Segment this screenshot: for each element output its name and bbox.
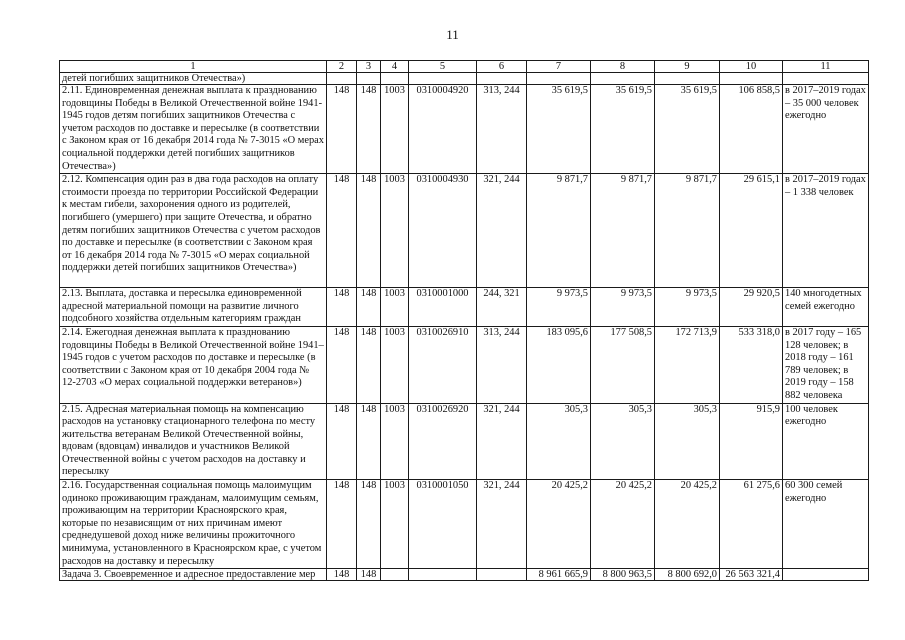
cell-col10: 106 858,5	[720, 85, 783, 174]
cell-col5: 0310026910	[409, 326, 477, 403]
description-cell: Задача 3. Своевременное и адресное предоставление мер	[60, 569, 327, 581]
description-cell: 2.15. Адресная материальная помощь на компенсацию расходов на установку стационарного телефона по месту жительства ветеранам Великой Отечественной войны, вдовам (вдовцам) инвалидов и участников Великой Отечественной войны с учетом расходов на доставку и пересылку	[60, 403, 327, 480]
cell-col7: 305,3	[527, 403, 591, 480]
cell-col10: 915,9	[720, 403, 783, 480]
cell-col3: 148	[357, 403, 381, 480]
cell-col9: 8 800 692,0	[655, 569, 720, 581]
cell-col4: 1003	[381, 480, 409, 569]
cell-col4: 1003	[381, 288, 409, 327]
header-cell: 9	[655, 61, 720, 73]
table-row	[60, 174, 869, 288]
table-row	[60, 73, 869, 85]
table-row	[60, 85, 869, 174]
header-cell: 7	[527, 61, 591, 73]
cell-col6: 313, 244	[477, 326, 527, 403]
cell-col6	[477, 569, 527, 581]
cell-col5: 0310001000	[409, 288, 477, 327]
cell-col4	[381, 73, 409, 85]
description-cell: детей погибших защитников Отечества»)	[60, 73, 327, 85]
cell-col7: 9 871,7	[527, 174, 591, 288]
cell-col5: 0310004920	[409, 85, 477, 174]
cell-col2: 148	[327, 326, 357, 403]
description-cell: 2.13. Выплата, доставка и пересылка единовременной адресной материальной помощи на развитие личного подсобного хозяйства отдельным категориям граждан	[60, 288, 327, 327]
description-cell: 2.11. Единовременная денежная выплата к празднованию годовщины Победы в Великой Отечественной войне 1941-1945 годов детям погибших защитников Отечества с учетом расходов по доставке и пересылке (в соответствии с Законом края от 16 декабря 2014 года № 7-3015 «О мерах социальной поддержки детей погибших защитников Отечества»)	[60, 85, 327, 174]
cell-col2: 148	[327, 85, 357, 174]
cell-col6: 321, 244	[477, 480, 527, 569]
cell-col6: 244, 321	[477, 288, 527, 327]
cell-col7: 9 973,5	[527, 288, 591, 327]
header-cell: 5	[409, 61, 477, 73]
header-row	[60, 61, 869, 73]
cell-col10: 29 920,5	[720, 288, 783, 327]
cell-col9: 20 425,2	[655, 480, 720, 569]
header-cell: 11	[783, 61, 869, 73]
cell-col8: 305,3	[591, 403, 655, 480]
cell-col10: 29 615,1	[720, 174, 783, 288]
cell-col2	[327, 73, 357, 85]
cell-col3: 148	[357, 569, 381, 581]
table-row	[60, 326, 869, 403]
cell-col7: 8 961 665,9	[527, 569, 591, 581]
cell-col10: 61 275,6	[720, 480, 783, 569]
cell-col3: 148	[357, 480, 381, 569]
cell-col11: в 2017 году – 165 128 человек; в 2018 году – 161 789 человек; в 2019 году – 158 882 человека	[783, 326, 869, 403]
cell-col8: 9 871,7	[591, 174, 655, 288]
table-row	[60, 569, 869, 581]
cell-col4: 1003	[381, 403, 409, 480]
cell-col2: 148	[327, 288, 357, 327]
header-cell: 3	[357, 61, 381, 73]
cell-col11	[783, 569, 869, 581]
page-number: 11	[446, 27, 459, 42]
table-row	[60, 403, 869, 480]
description-cell: 2.14. Ежегодная денежная выплата к празднованию годовщины Победы в Великой Отечественной войне 1941–1945 годов с учетом расходов по доставке и пересылке (в соответствии с Законом края от 10 декабря 2004 года № 12-2703 «О мерах социальной поддержки ветеранов»)	[60, 326, 327, 403]
table-row	[60, 480, 869, 569]
cell-col10: 26 563 321,4	[720, 569, 783, 581]
budget-table	[59, 60, 869, 581]
cell-col9: 305,3	[655, 403, 720, 480]
cell-col7: 20 425,2	[527, 480, 591, 569]
cell-col2: 148	[327, 403, 357, 480]
cell-col11: в 2017–2019 годах – 1 338 человек	[783, 174, 869, 288]
cell-col4: 1003	[381, 326, 409, 403]
cell-col11: в 2017–2019 годах – 35 000 человек ежегодно	[783, 85, 869, 174]
cell-col6: 321, 244	[477, 403, 527, 480]
cell-col6: 313, 244	[477, 85, 527, 174]
cell-col10	[720, 73, 783, 85]
cell-col6: 321, 244	[477, 174, 527, 288]
cell-col5: 0310001050	[409, 480, 477, 569]
cell-col11	[783, 73, 869, 85]
cell-col3	[357, 73, 381, 85]
cell-col11: 60 300 семей ежегодно	[783, 480, 869, 569]
table-row	[60, 288, 869, 327]
cell-col4	[381, 569, 409, 581]
cell-col4: 1003	[381, 174, 409, 288]
cell-col8: 8 800 963,5	[591, 569, 655, 581]
cell-col9: 172 713,9	[655, 326, 720, 403]
cell-col2: 148	[327, 174, 357, 288]
cell-col9: 35 619,5	[655, 85, 720, 174]
cell-col8	[591, 73, 655, 85]
cell-col3: 148	[357, 85, 381, 174]
cell-col2: 148	[327, 569, 357, 581]
cell-col3: 148	[357, 288, 381, 327]
cell-col8: 9 973,5	[591, 288, 655, 327]
cell-col6	[477, 73, 527, 85]
cell-col3: 148	[357, 326, 381, 403]
cell-col11: 100 человек ежегодно	[783, 403, 869, 480]
header-cell: 8	[591, 61, 655, 73]
header-cell: 4	[381, 61, 409, 73]
header-cell: 1	[60, 61, 327, 73]
cell-col9: 9 973,5	[655, 288, 720, 327]
header-cell: 6	[477, 61, 527, 73]
cell-col5: 0310026920	[409, 403, 477, 480]
cell-col7	[527, 73, 591, 85]
header-cell: 10	[720, 61, 783, 73]
cell-col5	[409, 569, 477, 581]
description-cell: 2.16. Государственная социальная помощь малоимущим одиноко проживающим гражданам, малоимущим семьям, проживающим на территории Красноярского края, которые по независящим от них причинам имеют среднедушевой доход ниже величины прожиточного минимума, установленного в Красноярском крае, с учетом расходов на доставку и пересылку	[60, 480, 327, 569]
cell-col5	[409, 73, 477, 85]
cell-col7: 35 619,5	[527, 85, 591, 174]
cell-col7: 183 095,6	[527, 326, 591, 403]
cell-col9: 9 871,7	[655, 174, 720, 288]
cell-col5: 0310004930	[409, 174, 477, 288]
cell-col8: 35 619,5	[591, 85, 655, 174]
cell-col9	[655, 73, 720, 85]
cell-col10: 533 318,0	[720, 326, 783, 403]
cell-col8: 177 508,5	[591, 326, 655, 403]
cell-col8: 20 425,2	[591, 480, 655, 569]
cell-col3: 148	[357, 174, 381, 288]
cell-col2: 148	[327, 480, 357, 569]
description-cell: 2.12. Компенсация один раз в два года расходов на оплату стоимости проезда по территории Российской Федерации к местам гибели, захоронения одного из родителей, погибшего (умершего) при защите Отечества, и обратно детям погибших защитников Отечества с учетом расходов по доставке и пересылке (в соответствии с Законом края от 16 декабря 2014 года № 7-3015 «О мерах социальной поддержки детей погибших защитников Отечества»)	[60, 174, 327, 288]
header-cell: 2	[327, 61, 357, 73]
cell-col11: 140 многодетных семей ежегодно	[783, 288, 869, 327]
cell-col4: 1003	[381, 85, 409, 174]
